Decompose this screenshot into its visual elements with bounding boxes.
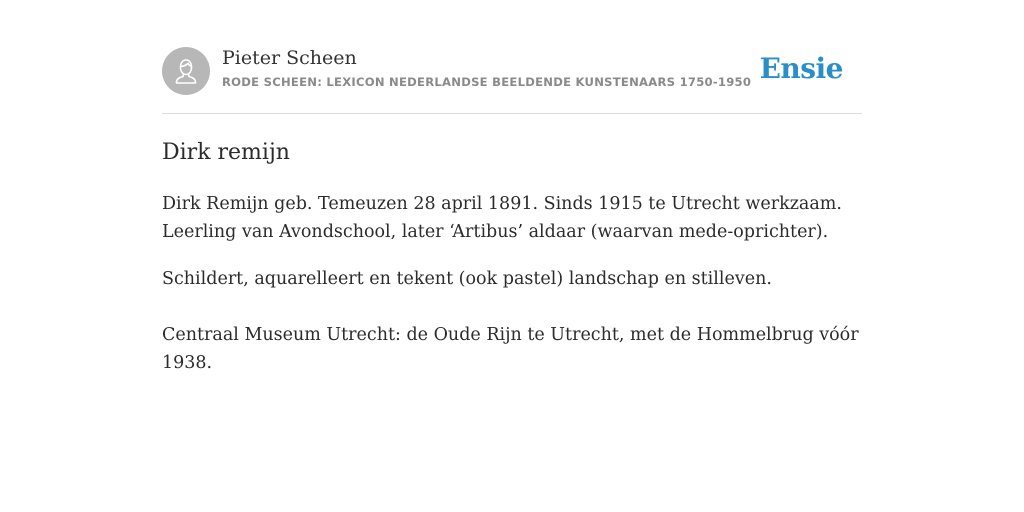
article-header xyxy=(162,0,862,114)
page-title: Dirk remijn xyxy=(162,140,290,165)
ensie-logo[interactable]: Ensie xyxy=(759,52,843,85)
paragraph: Schildert, aquarelleert en tekent (ook pastel) landschap en stilleven. xyxy=(162,269,772,289)
paragraph: Centraal Museum Utrecht: de Oude Rijn te Utrecht, met de Hommelbrug vóór 1938. xyxy=(162,325,859,373)
user-silhouette-icon xyxy=(162,47,210,95)
author-name[interactable]: Pieter Scheen xyxy=(222,47,357,69)
article-page xyxy=(162,0,862,373)
avatar[interactable] xyxy=(162,47,210,95)
source-label[interactable]: RODE SCHEEN: LEXICON NEDERLANDSE BEELDENDE KUNSTENAARS 1750-1950 xyxy=(222,75,752,89)
paragraph: Dirk Remijn geb. Temeuzen 28 april 1891. Sinds 1915 te Utrecht werkzaam. Leerling van Avondschool, later ‘Artibus’ aldaar (waarvan mede-oprichter). xyxy=(162,194,842,242)
